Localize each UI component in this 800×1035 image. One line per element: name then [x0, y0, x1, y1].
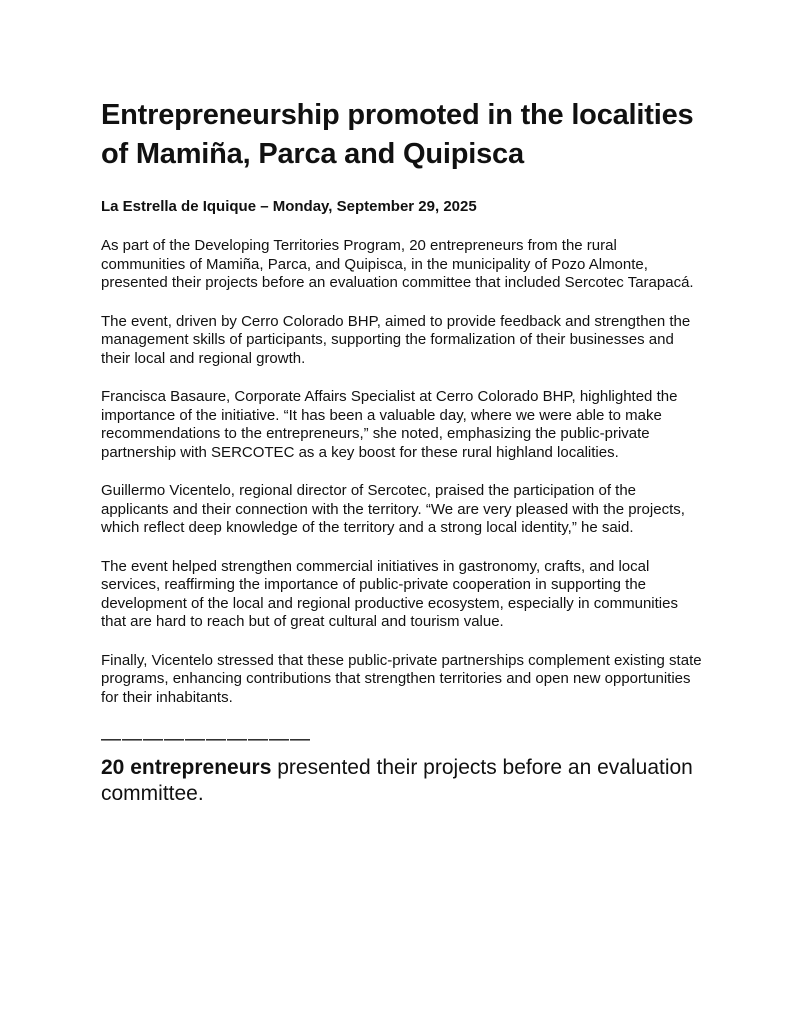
paragraph-2: The event, driven by Cerro Colorado BHP, aimed to provide feedback and strengthen the management skills of participants, supporting the formalization of their businesses and their local and regional growth.	[101, 312, 691, 367]
article-title: Entrepreneurship promoted in the localities of Mamiña, Parca and Quipisca	[101, 99, 694, 170]
paragraph-6: Finally, Vicentelo stressed that these public-private partnerships complement existing state programs, enhancing contributions that strengthen territories and open new opportunities for their inhabitants.	[101, 651, 702, 706]
article	[101, 96, 705, 807]
pull-quote-text: presented their projects before an evaluation committee.	[101, 756, 693, 805]
pull-quote-emphasis: 20 entrepreneurs	[101, 756, 272, 779]
paragraph-4: Guillermo Vicentelo, regional director of Sercotec, praised the participation of the applicants and their connection with the territory. “We are very pleased with the projects, which reflect deep knowledge of the territory and a strong local identity,” he said.	[101, 482, 685, 536]
pull-quote	[101, 755, 705, 807]
paragraph-3: Francisca Basaure, Corporate Affairs Specialist at Cerro Colorado BHP, highlighted the importance of the initiative. “It has been a valuable day, where we were able to make recommendations to the entrepreneurs,” she noted, emphasizing the public-private partnership with SERCOTEC as a key boost for these rural highland localities.	[101, 388, 678, 461]
paragraph-1: As part of the Developing Territories Program, 20 entrepreneurs from the rural communities of Mamiña, Parca, and Quipisca, in the municipality of Pozo Almonte, presented their projects before an evaluation committee that included Sercotec Tarapacá.	[101, 237, 694, 291]
section-divider: ——————————	[101, 728, 311, 750]
paragraph-5: The event helped strengthen commercial initiatives in gastronomy, crafts, and local services, reaffirming the importance of public-private cooperation in supporting the development of the local and regional productive ecosystem, especially in communities that are hard to reach but of great cultural and tourism value.	[101, 557, 678, 630]
article-byline: La Estrella de Iquique – Monday, September 29, 2025	[101, 198, 477, 215]
